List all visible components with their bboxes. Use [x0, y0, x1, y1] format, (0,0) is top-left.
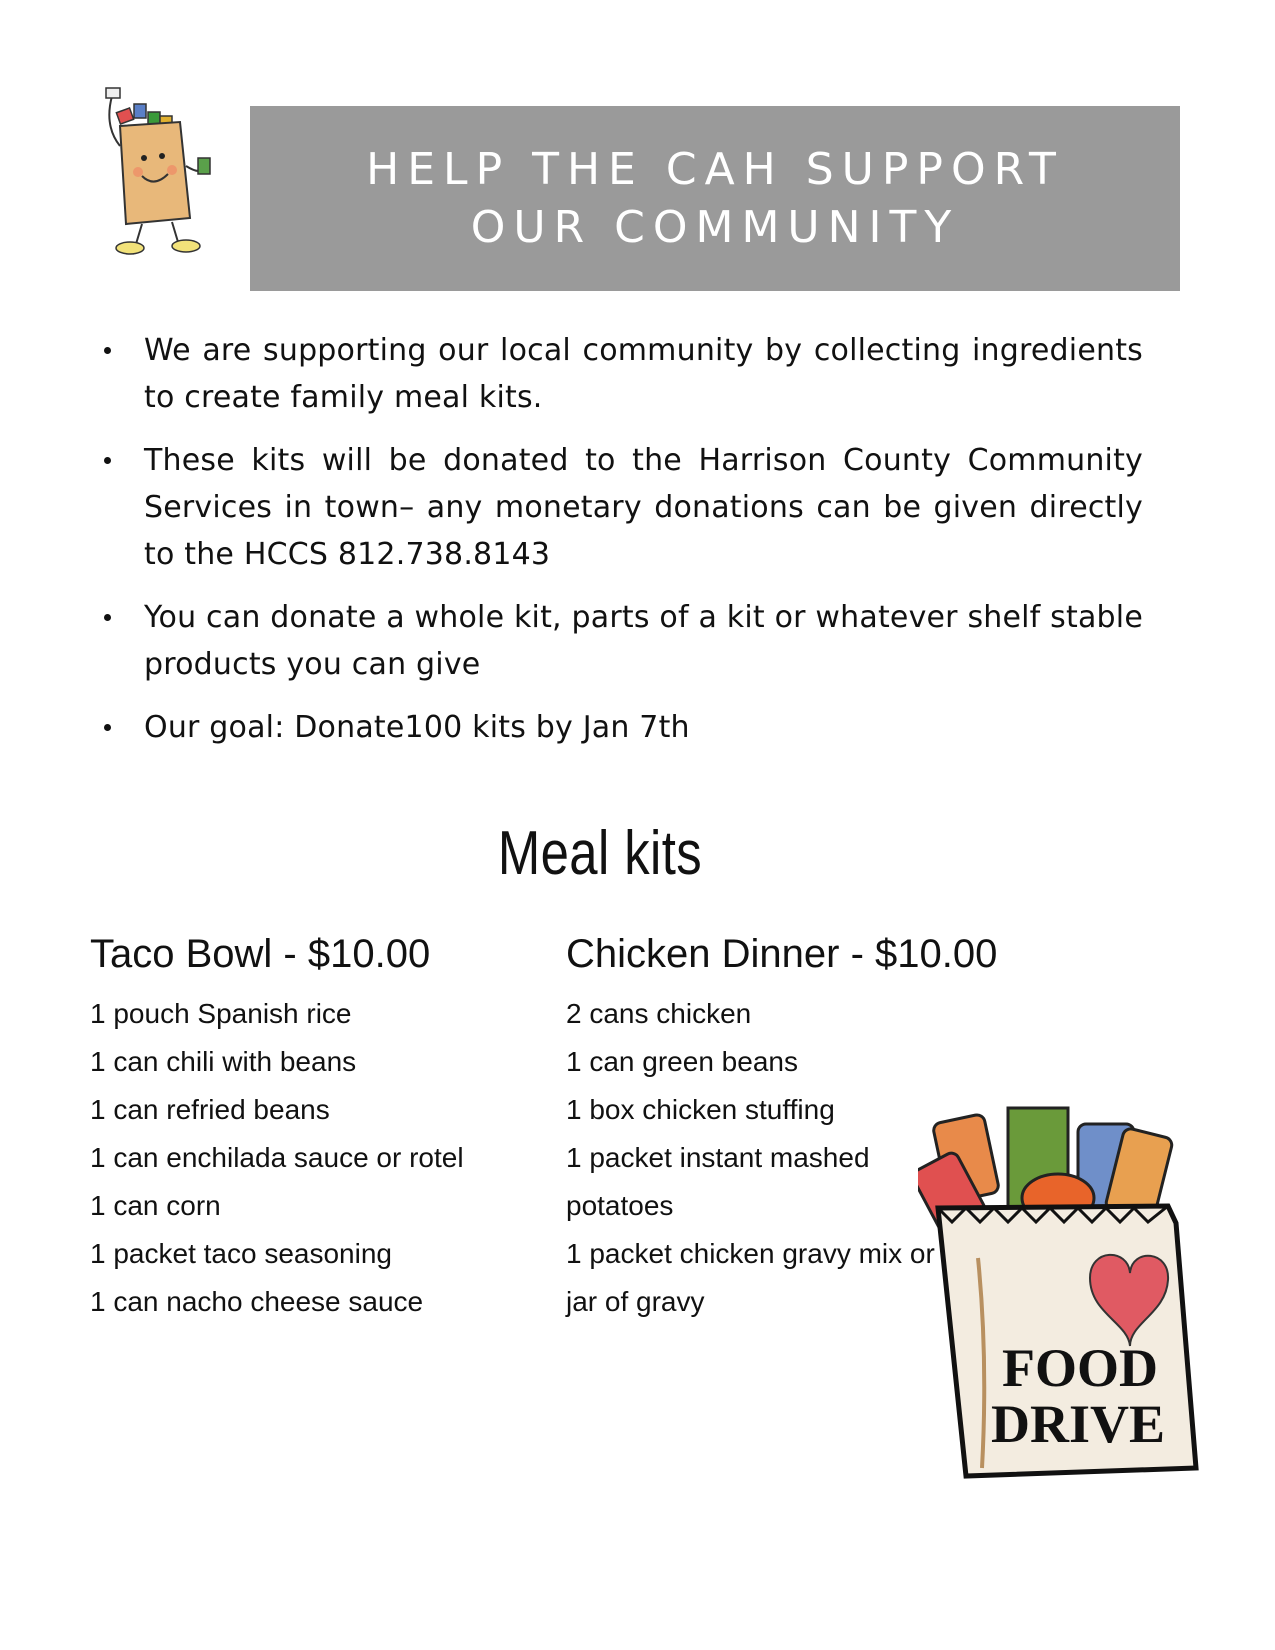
kit-item: 1 packet chicken gravy mix or jar of gravy	[566, 1238, 935, 1317]
kit-item: 1 pouch Spanish rice	[90, 998, 352, 1029]
meal-kits-heading: Meal kits	[497, 819, 703, 888]
banner-title: HELP THE CAH SUPPORT OUR COMMUNITY	[366, 143, 1064, 253]
kit-item: 1 can refried beans	[90, 1094, 330, 1125]
bullet-item: We are supporting our local community by collecting ingredients to create family meal kits.	[98, 327, 1143, 421]
kit-item: 1 can corn	[90, 1190, 221, 1221]
kit-item: 1 can chili with beans	[90, 1046, 357, 1077]
kit-item: 1 can nacho cheese sauce	[90, 1286, 424, 1317]
bullet-item: These kits will be donated to the Harrison County Community Services in town– any monetary donations can be given directly to the HCCS 812.738.8143	[98, 437, 1143, 578]
kit-item: 1 can green beans	[566, 1046, 798, 1077]
food-drive-text-line1: FOOD	[1002, 1338, 1158, 1398]
bullet-item: Our goal: Donate100 kits by Jan 7th	[98, 704, 1143, 751]
bullet-dot-icon	[104, 347, 111, 354]
kit-item: 1 can enchilada sauce or rotel	[90, 1142, 464, 1173]
bullet-dot-icon	[104, 614, 111, 621]
kit-chicken-dinner	[566, 928, 998, 1326]
kit-item-list	[566, 990, 936, 1326]
kit-item: 1 packet taco seasoning	[90, 1238, 392, 1269]
kit-item: 2 cans chicken	[566, 998, 752, 1029]
kit-item: 1 box chicken stuffing	[566, 1094, 835, 1125]
bullet-dot-icon	[104, 724, 111, 731]
kit-title: Taco Bowl - $10.00	[90, 932, 431, 976]
kit-item: 1 packet instant mashed potatoes	[566, 1142, 870, 1221]
kit-taco-bowl	[90, 928, 560, 1326]
bullet-dot-icon	[104, 457, 111, 464]
header-banner	[250, 106, 1180, 291]
kit-title: Chicken Dinner - $10.00	[566, 932, 998, 976]
bullet-item: You can donate a whole kit, parts of a kit or whatever shelf stable products you can give	[98, 594, 1143, 688]
food-drive-text-line2: DRIVE	[990, 1394, 1166, 1454]
kit-item-list	[90, 990, 560, 1326]
food-drive-bag-illustration	[918, 1098, 1208, 1538]
info-bullet-list	[98, 327, 1143, 767]
mascot-bag-illustration	[86, 86, 234, 264]
